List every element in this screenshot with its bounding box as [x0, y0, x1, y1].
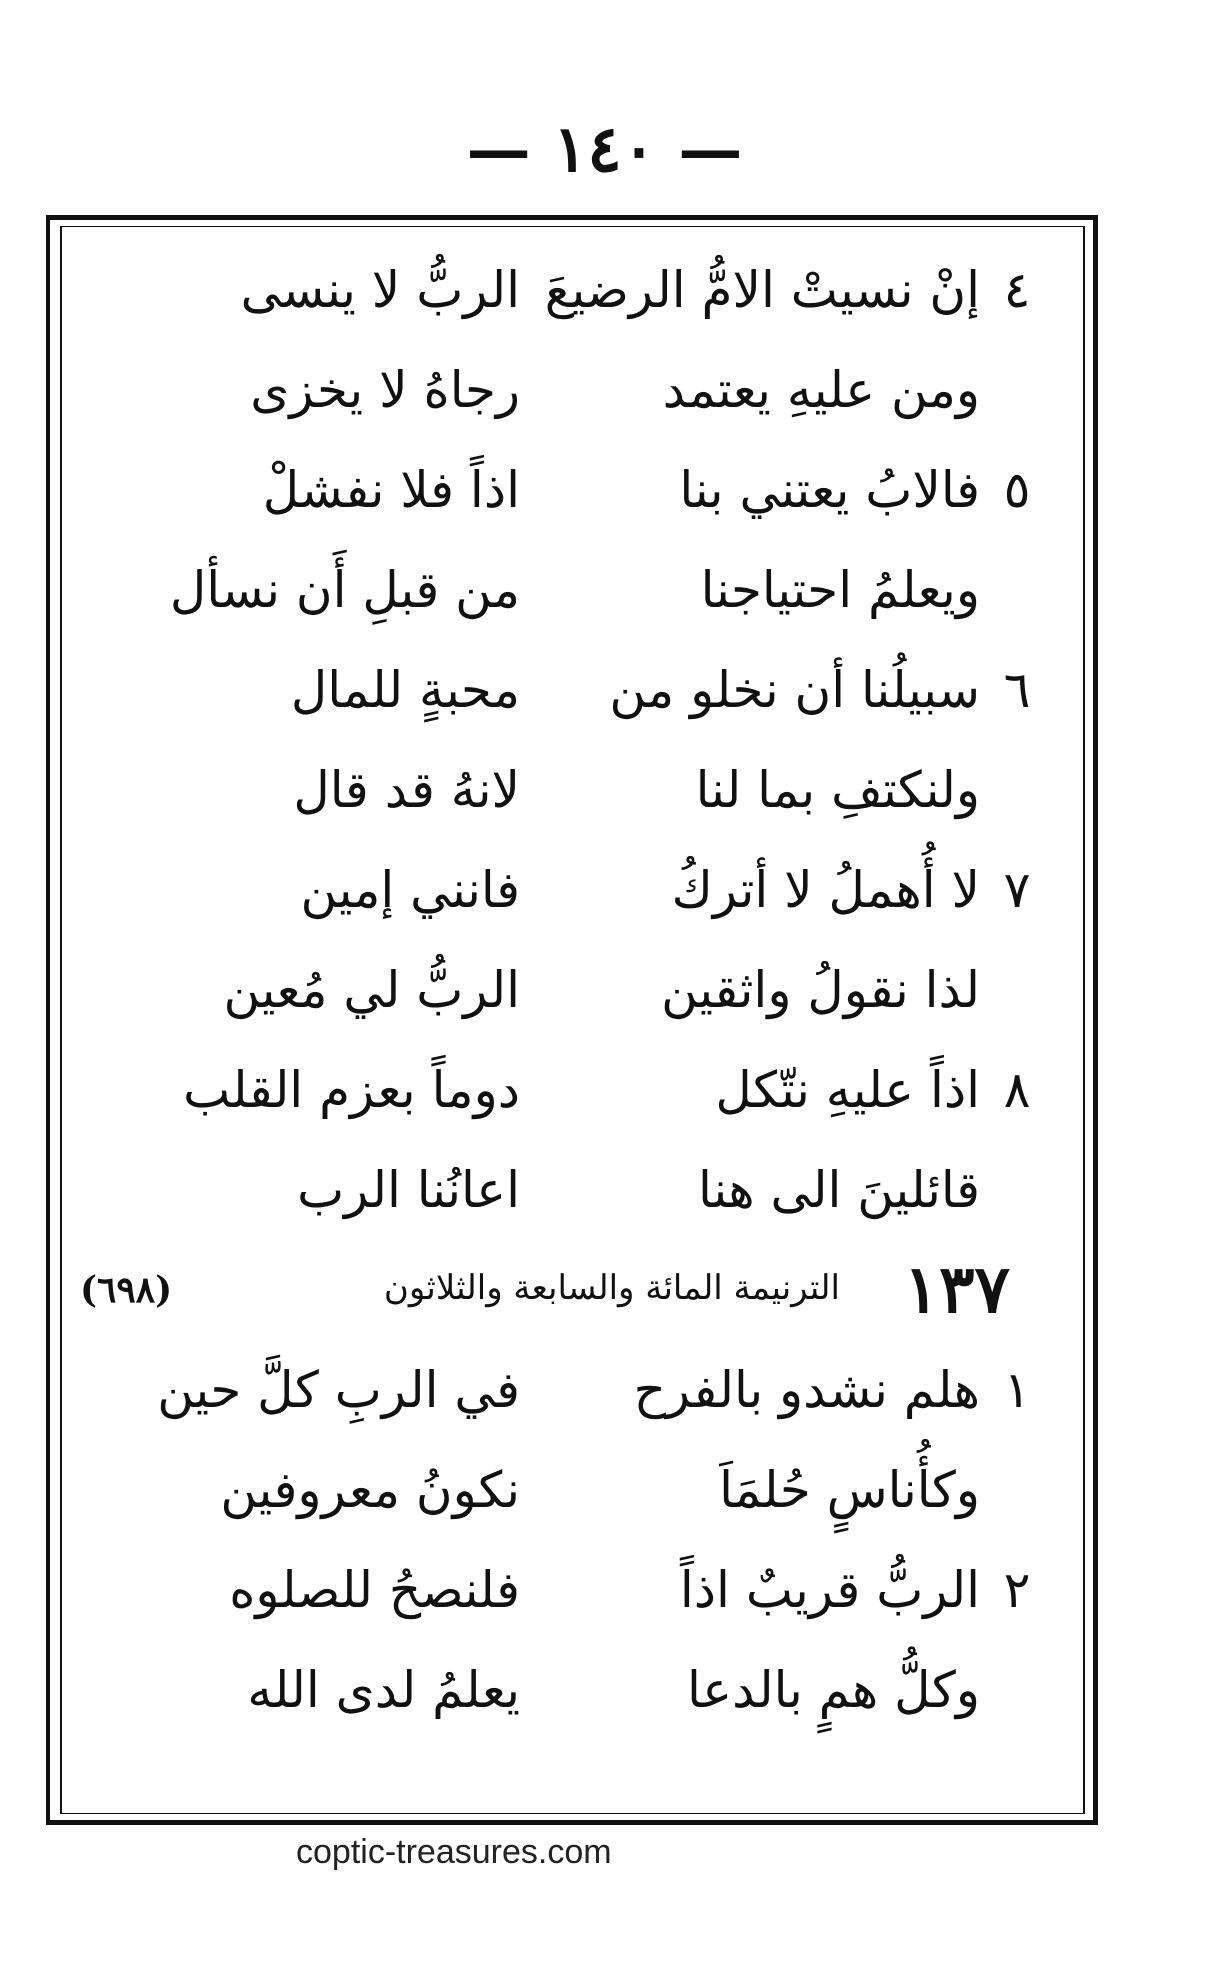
verse-number: ٨: [1003, 1061, 1031, 1119]
hymn-number: ١٣٧: [903, 1250, 1010, 1328]
verse-first-half: وكأُناسٍ حُلمَاَ: [719, 1461, 980, 1519]
verse-first-half: ومن عليهِ يعتمد: [662, 361, 980, 419]
verse-second-half: لانهُ قد قال: [293, 761, 520, 819]
verse-number: ٢: [1003, 1561, 1031, 1619]
verse-line: [70, 440, 1040, 540]
page-number: — ١٤٠ —: [466, 112, 743, 187]
verse-line: [70, 1640, 1040, 1740]
watermark-url: coptic-treasures.com: [296, 1833, 612, 1871]
verse-second-half: فلنصحُ للصلوه: [229, 1561, 520, 1619]
verse-number: ٦: [1003, 661, 1031, 719]
hymn-title: الترنيمة المائة والسابعة والثلاثون: [383, 1268, 840, 1308]
verse-second-half: دوماً بعزم القلب: [183, 1061, 520, 1119]
verse-first-half: الربُّ قريبٌ اذاً: [679, 1561, 980, 1619]
verse-number: ٤: [1003, 261, 1031, 319]
verse-line: [70, 1040, 1040, 1140]
verse-first-half: سبيلُنا أن نخلو من: [609, 661, 980, 719]
verse-second-half: اذاً فلا نفشلْ: [262, 461, 520, 519]
verse-second-half: رجاهُ لا يخزى: [250, 361, 520, 419]
hymn-text-block: [70, 240, 1040, 1800]
verse-line: [70, 540, 1040, 640]
verse-line: [70, 840, 1040, 940]
verse-first-half: وكلُّ همٍ بالدعا: [687, 1661, 980, 1719]
verse-first-half: ويعلمُ احتياجنا: [700, 561, 980, 619]
verse-first-half: هلم نشدو بالفرح: [633, 1361, 980, 1419]
verse-second-half: من قبلِ أَن نسأل: [169, 561, 520, 619]
verse-second-half: الربُّ لي مُعين: [223, 961, 520, 1019]
verse-number: ٧: [1003, 861, 1031, 919]
verse-number: ١: [1003, 1361, 1031, 1419]
verse-line: [70, 940, 1040, 1040]
verse-second-half: اعانُنا الرب: [297, 1161, 520, 1219]
verse-second-half: يعلمُ لدى الله: [247, 1661, 520, 1719]
verse-second-half: الربُّ لا ينسى: [240, 261, 520, 319]
verse-line: [70, 640, 1040, 740]
verse-line: [70, 1340, 1040, 1440]
verse-second-half: نكونُ معروفين: [220, 1461, 520, 1519]
verse-line: [70, 740, 1040, 840]
verse-first-half: لا أُهملُ لا أتركُ: [671, 861, 980, 919]
verse-line: [70, 1140, 1040, 1240]
verse-second-half: في الربِ كلَّ حين: [157, 1361, 520, 1419]
verse-line: [70, 1440, 1040, 1540]
verse-first-half: قائلينَ الى هنا: [697, 1161, 980, 1219]
verse-first-half: اذاً عليهِ نتّكل: [715, 1061, 980, 1119]
verse-line: [70, 340, 1040, 440]
hymn-reference: (٦٩٨): [80, 1269, 173, 1311]
hymn-heading: [70, 1250, 1040, 1340]
verse-second-half: فانني إمين: [300, 861, 520, 919]
verse-first-half: لذا نقولُ واثقين: [661, 961, 980, 1019]
verse-number: ٥: [1003, 461, 1031, 519]
verse-first-half: إنْ نسيتْ الامُّ الرضيعَ: [544, 261, 980, 319]
verse-line: [70, 1540, 1040, 1640]
verse-first-half: ولنكتفِ بما لنا: [695, 761, 980, 819]
verse-line: [70, 240, 1040, 340]
verse-second-half: محبةٍ للمال: [290, 661, 520, 719]
verse-first-half: فالابُ يعتني بنا: [679, 461, 980, 519]
